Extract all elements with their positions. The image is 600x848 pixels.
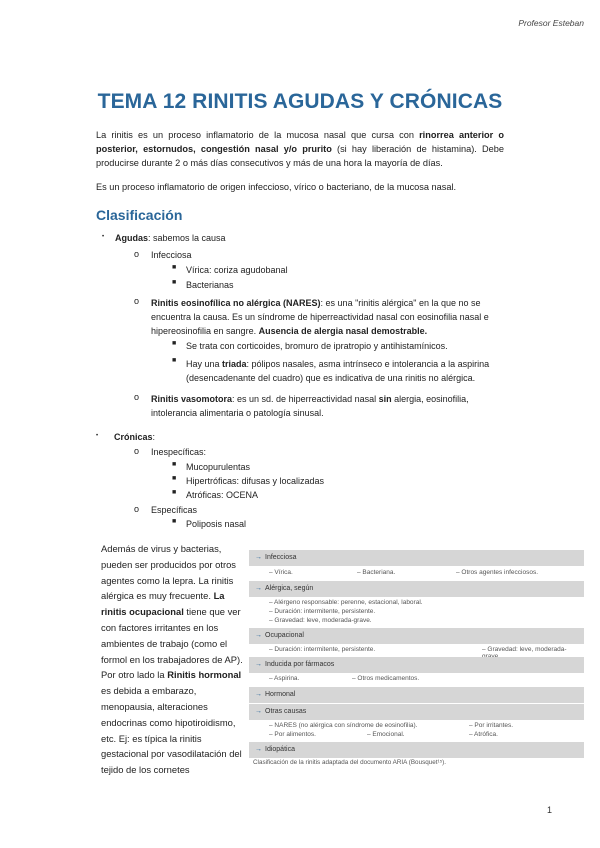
list-item-corticoides: Se trata con corticoides, bromuro de ipratropio y antihistamínicos. — [186, 341, 448, 351]
list-item-mucopurulentas: Mucopurulentas — [186, 462, 251, 472]
arrow-right-icon: → — [255, 708, 262, 715]
table-row-head: Otras causas — [265, 708, 307, 715]
table-row-head: Alérgica, según — [265, 585, 314, 592]
table-row — [249, 687, 584, 704]
list-item-atroficas: Atróficas: OCENA — [186, 490, 259, 500]
bullet-square-icon: ■ — [172, 475, 177, 482]
arrow-right-icon: → — [255, 661, 262, 668]
list-item-especificas: Específicas — [151, 505, 198, 515]
list-item-virica: Vírica: coriza agudobanal — [186, 265, 288, 275]
bullet-square-icon: ■ — [172, 340, 177, 347]
table-row-head: Ocupacional — [265, 632, 304, 639]
table-row-head: Idiopática — [265, 746, 295, 753]
classification-table — [249, 550, 584, 758]
table-caption: Clasificación de la rinitis adaptada del documento ARIA (Bousquet¹⁵). — [253, 759, 447, 766]
sidebar-paragraph: Además de virus y bacterias, pueden ser producidos por otros agentes como la lepra. La rinitis alérgica es muy frecuente. La rinitis ocupacional tiene que ver con factores irritantes en los ambientes de trabajo (como el formol en los trabajadores de AP). Por otro lado la Rinitis hormonal es debida a embarazo, menopausia, alteraciones endocrinas como hipotiroidismo, etc. Ej: es típica la rinitis gestacional por vasodilatación del tejido de los cornetes — [101, 543, 243, 776]
intro-paragraph-1: La rinitis es un proceso inflamatorio de la mucosa nasal que cursa con rinorrea anterior o posterior, estornudos, congestión nasal y/o prurito (si hay liberación de histamina). Debe producirse durante 2 o más días consecutivos y más de una hora la mayoría de días. — [96, 130, 504, 169]
list-item-agudas: Agudas: sabemos la causa — [115, 233, 226, 243]
bullet-square-icon: ■ — [172, 461, 177, 468]
table-row-head: Hormonal — [265, 691, 296, 698]
arrow-right-icon: → — [255, 691, 262, 698]
bullet-square-icon: ■ — [172, 264, 177, 271]
bullet-circle-icon: o — [134, 296, 140, 306]
arrow-right-icon: → — [255, 632, 262, 639]
table-row-head: Inducida por fármacos — [265, 661, 335, 668]
table-row — [249, 742, 584, 758]
bullet-square-icon: ■ — [172, 279, 177, 286]
bullet-square-icon: ■ — [172, 518, 177, 525]
arrow-right-icon: → — [255, 746, 262, 753]
bullet-circle-icon: o — [134, 249, 140, 259]
list-item-hipertroficas: Hipertróficas: difusas y localizadas — [186, 476, 325, 486]
bullet-circle-icon: o — [134, 446, 140, 456]
list-item-nares: Rinitis eosinofílica no alérgica (NARES): es una "rinitis alérgica" en la que no se encuentra la causa. Es un síndrome de hiperreactividad nasal con eosinofilia nasal e hipereosinofilia en sangre. Ausencia de alergia nasal demostrable. — [151, 298, 489, 336]
bullet-square-icon: ■ — [172, 489, 177, 496]
list-item-infecciosa: Infecciosa — [151, 250, 192, 260]
arrow-right-icon: → — [255, 554, 262, 561]
header-author: Profesor Esteban — [518, 18, 584, 28]
list-item-poliposis: Poliposis nasal — [186, 519, 247, 529]
page-number: 1 — [546, 805, 552, 815]
list-item-cronicas: Crónicas: — [114, 432, 156, 442]
list-item-triada: Hay una triada: pólipos nasales, asma intrínseco e intolerancia a la aspirina (desencadenante del cuadro) que es indicativa de una rinitis no alérgica. — [186, 359, 490, 383]
table-row: → Infecciosa – Vírica. – Bacteriana. – Otros agentes infecciosos. — [249, 550, 584, 581]
list-item-vasomotora: Rinitis vasomotora: es un sd. de hiperreactividad nasal sin alergia, eosinofilia, intolerancia alimentaria o patología sinusal. — [151, 394, 469, 418]
intro-paragraph-2: Es un proceso inflamatorio de origen infeccioso, vírico o bacteriano, de la mucosa nasal. — [96, 182, 457, 192]
bullet-square-icon: ■ — [172, 357, 177, 364]
arrow-right-icon: → — [255, 585, 262, 592]
table-row: → Inducida por fármacos – Aspirina. – Otros medicamentos. — [249, 657, 584, 687]
list-item-inespecificas: Inespecíficas: — [151, 447, 207, 457]
page-title: TEMA 12 RINITIS AGUDAS Y CRÓNICAS — [97, 90, 503, 113]
table-row-head: Infecciosa — [265, 554, 297, 561]
table-row: → Otras causas – NARES (no alérgica con síndrome de eosinofilia). – Por irritantes. – Por alimentos. – Emocional. – Atrófica. — [249, 704, 584, 742]
bullet-dot-icon: • — [102, 234, 105, 240]
table-row: → Ocupacional – Duración: intermitente, persistente. – Gravedad: leve, moderada- — [249, 628, 584, 657]
bullet-circle-icon: o — [134, 392, 140, 402]
bullet-dot-icon: • — [96, 433, 99, 439]
table-row: → Alérgica, según – Alérgeno responsable: perenne, estacional, laboral. – Duración: intermitente, persistente. – Gravedad: leve, moderada-grave. — [249, 581, 584, 628]
bullet-circle-icon: o — [134, 504, 140, 514]
section-title-classification: Clasificación — [96, 207, 183, 223]
list-item-bacterianas: Bacterianas — [186, 280, 234, 290]
